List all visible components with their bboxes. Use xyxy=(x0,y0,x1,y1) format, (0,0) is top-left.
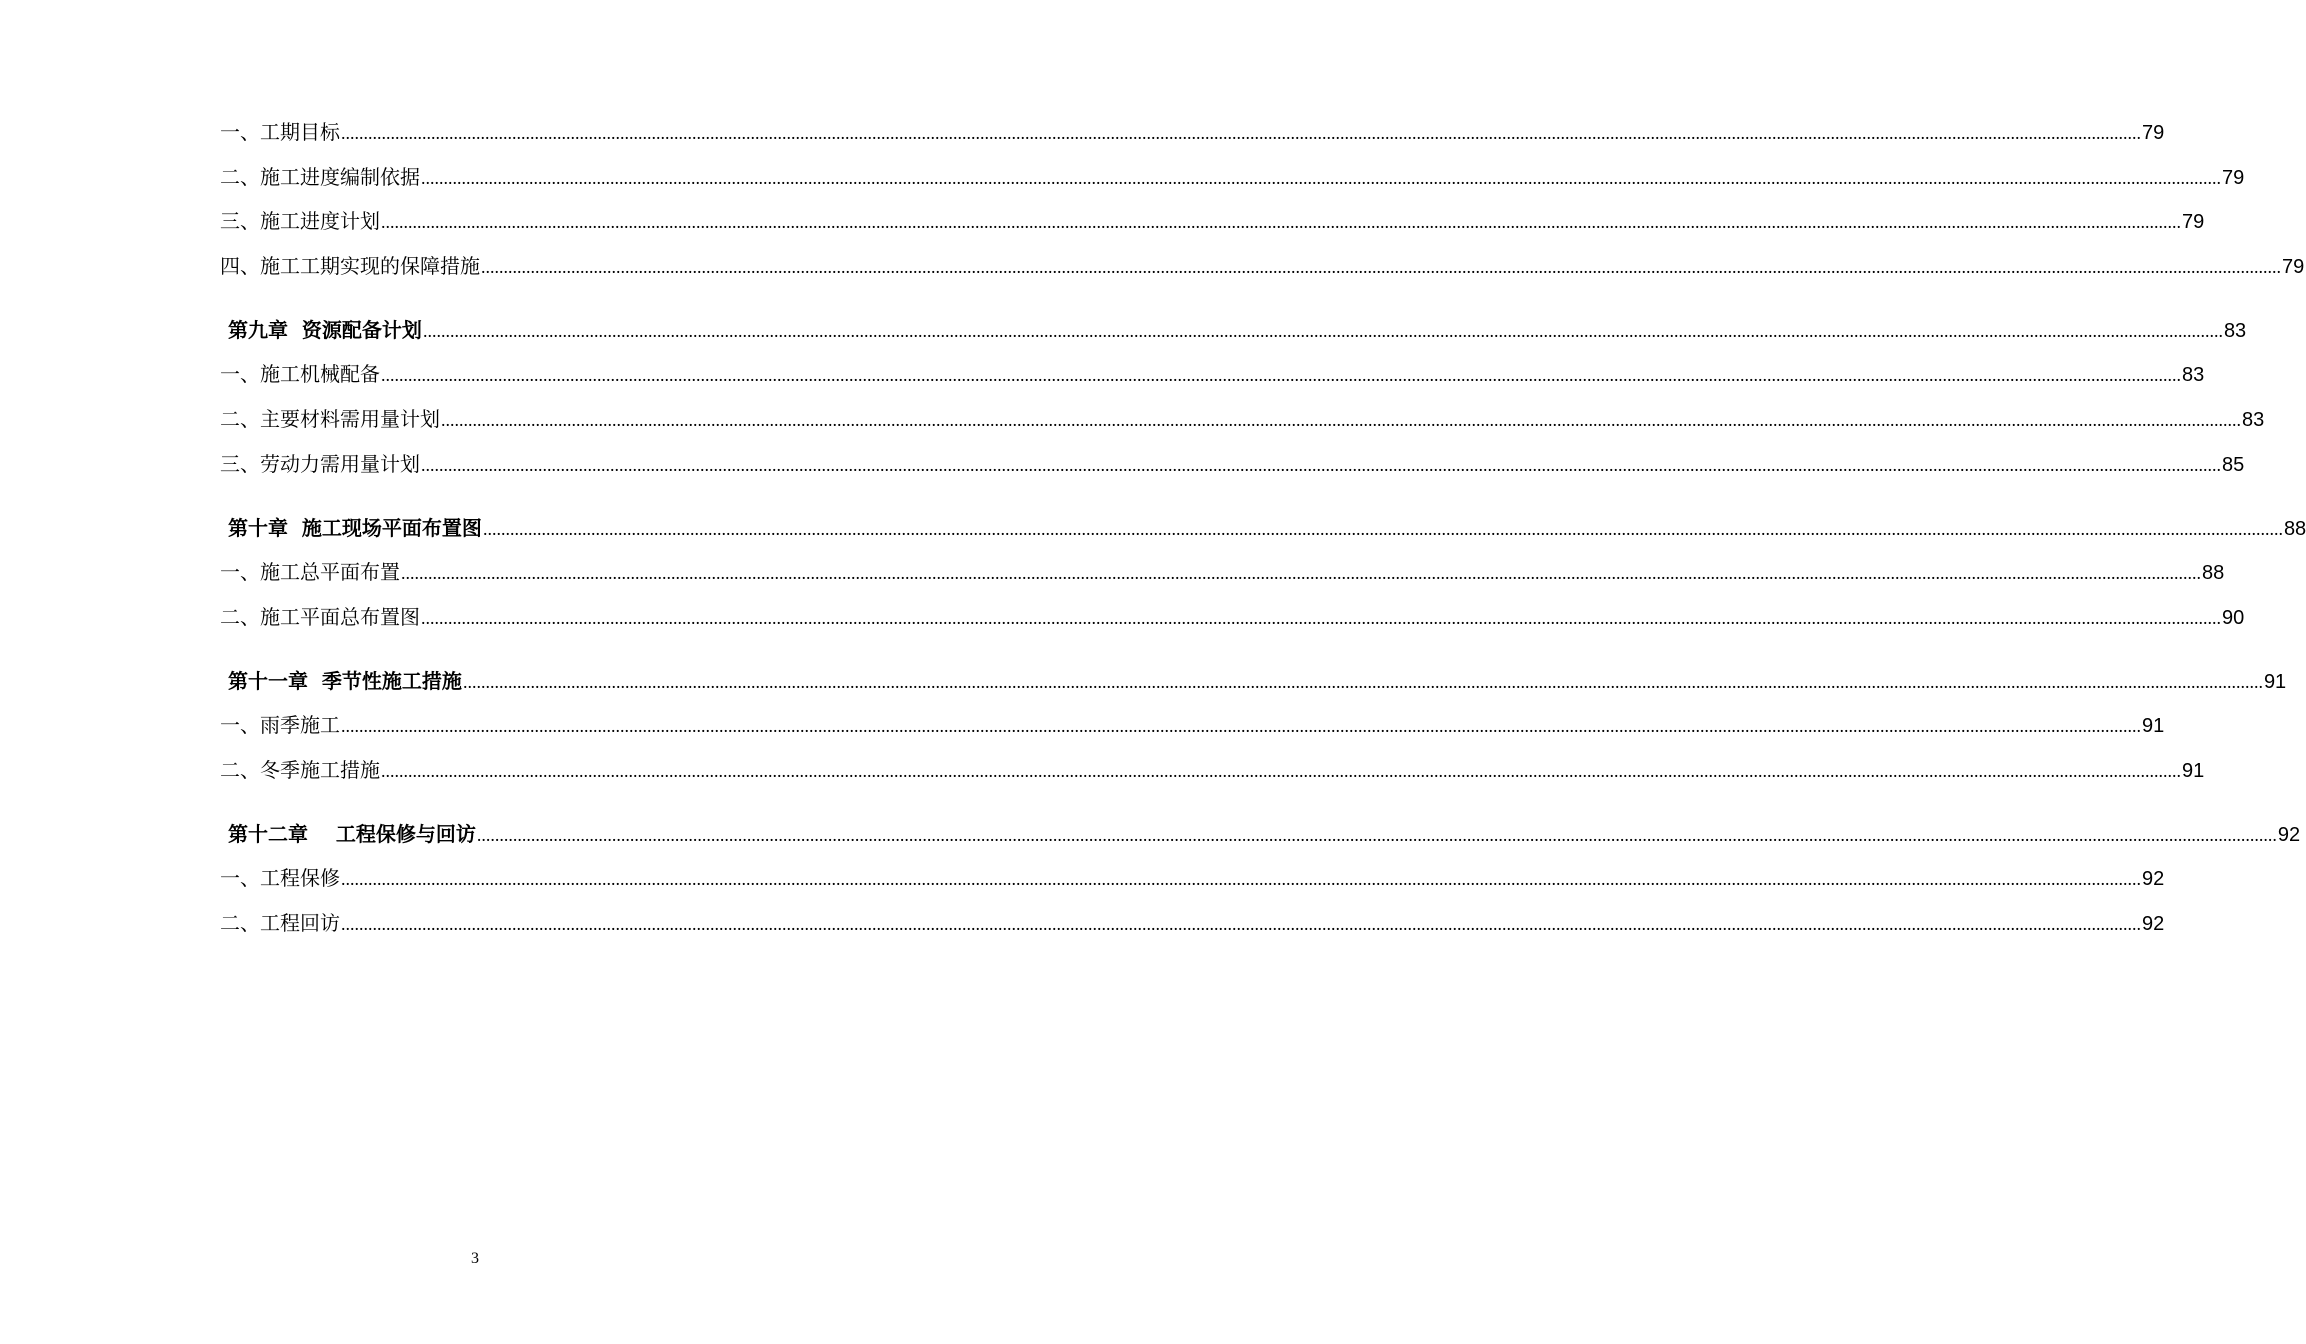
toc-dot-leader: ................................................................................................................................................................................................................................................................................................................................................................................................................ xyxy=(421,607,2221,628)
toc-dot-leader: ................................................................................................................................................................................................................................................................................................................................................................................................................ xyxy=(381,760,2181,781)
toc-entry-page: 83 xyxy=(2242,409,2265,432)
toc-dot-leader: ................................................................................................................................................................................................................................................................................................................................................................................................................ xyxy=(482,518,2283,539)
toc-entry-title: 第十一章 季节性施工措施 xyxy=(228,668,462,693)
toc-entry-page: 91 xyxy=(2182,759,2205,782)
toc-section-entry[interactable] xyxy=(220,703,2165,748)
toc-chapter-entry[interactable] xyxy=(220,659,2287,704)
toc-section-entry[interactable] xyxy=(220,110,2165,155)
toc-entry-page: 79 xyxy=(2222,166,2245,189)
toc-dot-leader: ................................................................................................................................................................................................................................................................................................................................................................................................................ xyxy=(341,716,2141,737)
toc-dot-leader: ................................................................................................................................................................................................................................................................................................................................................................................................................ xyxy=(422,320,2223,341)
toc-entry-page: 88 xyxy=(2202,562,2225,585)
toc-dot-leader: ................................................................................................................................................................................................................................................................................................................................................................................................................ xyxy=(341,123,2141,143)
toc-section-entry[interactable] xyxy=(220,901,2165,946)
toc-entry-page: 79 xyxy=(2282,256,2305,279)
toc-entry-title: 四、施工工期实现的保障措施 xyxy=(220,254,480,279)
toc-entry-title: 第十二章 工程保修与回访 xyxy=(228,821,476,846)
toc-entry-title: 二、冬季施工措施 xyxy=(220,757,380,782)
toc-entry-page: 91 xyxy=(2142,715,2165,738)
toc-dot-leader: ................................................................................................................................................................................................................................................................................................................................................................................................................ xyxy=(462,671,2263,692)
toc-entry-page: 92 xyxy=(2142,913,2165,935)
table-of-contents xyxy=(220,110,2306,946)
toc-entry-title: 一、工程保修 xyxy=(220,866,340,891)
toc-entry-page: 83 xyxy=(2223,319,2247,342)
toc-entry-page: 92 xyxy=(2142,868,2165,891)
toc-section-entry[interactable] xyxy=(220,199,2205,244)
toc-section-entry[interactable] xyxy=(220,856,2165,901)
toc-entry-page: 92 xyxy=(2277,823,2301,846)
toc-dot-leader: ................................................................................................................................................................................................................................................................................................................................................................................................................ xyxy=(441,410,2241,431)
toc-section-entry[interactable] xyxy=(220,748,2205,793)
toc-dot-leader: ................................................................................................................................................................................................................................................................................................................................................................................................................ xyxy=(341,869,2141,890)
toc-section-entry[interactable] xyxy=(220,397,2265,442)
toc-chapter-entry[interactable] xyxy=(220,812,2301,857)
toc-entry-title: 三、劳动力需用量计划 xyxy=(220,451,420,476)
toc-entry-title: 第九章 资源配备计划 xyxy=(228,317,422,342)
toc-dot-leader: ................................................................................................................................................................................................................................................................................................................................................................................................................ xyxy=(381,365,2181,386)
toc-entry-title: 二、施工进度编制依据 xyxy=(220,164,420,189)
toc-dot-leader: ................................................................................................................................................................................................................................................................................................................................................................................................................ xyxy=(421,167,2221,188)
toc-dot-leader: ................................................................................................................................................................................................................................................................................................................................................................................................................ xyxy=(481,257,2281,278)
toc-entry-page: 88 xyxy=(2283,517,2306,540)
toc-dot-leader: ................................................................................................................................................................................................................................................................................................................................................................................................................ xyxy=(476,824,2277,845)
toc-dot-leader: ................................................................................................................................................................................................................................................................................................................................................................................................................ xyxy=(401,563,2201,584)
page-number: 3 xyxy=(471,1250,479,1267)
toc-chapter-entry[interactable] xyxy=(220,506,2306,551)
toc-entry-title: 一、施工机械配备 xyxy=(220,362,380,387)
toc-section-entry[interactable] xyxy=(220,550,2225,595)
toc-chapter-entry[interactable] xyxy=(220,308,2247,353)
toc-entry-title: 三、施工进度计划 xyxy=(220,209,380,234)
toc-entry-page: 85 xyxy=(2222,453,2245,476)
toc-entry-title: 第十章 施工现场平面布置图 xyxy=(228,515,482,540)
toc-entry-title: 一、工期目标 xyxy=(220,120,340,144)
toc-entry-title: 一、施工总平面布置 xyxy=(220,560,400,585)
toc-dot-leader: ................................................................................................................................................................................................................................................................................................................................................................................................................ xyxy=(421,454,2221,475)
toc-entry-page: 83 xyxy=(2182,364,2205,387)
toc-section-entry[interactable] xyxy=(220,352,2205,397)
toc-entry-title: 一、雨季施工 xyxy=(220,713,340,738)
toc-section-entry[interactable] xyxy=(220,595,2245,640)
toc-section-entry[interactable] xyxy=(220,442,2245,487)
toc-dot-leader: ................................................................................................................................................................................................................................................................................................................................................................................................................ xyxy=(341,914,2141,934)
toc-section-entry[interactable] xyxy=(220,155,2245,200)
toc-section-entry[interactable] xyxy=(220,244,2305,289)
toc-dot-leader: ................................................................................................................................................................................................................................................................................................................................................................................................................ xyxy=(381,212,2181,233)
toc-entry-page: 90 xyxy=(2222,606,2245,629)
toc-entry-title: 二、主要材料需用量计划 xyxy=(220,407,440,432)
toc-entry-page: 79 xyxy=(2142,122,2165,144)
toc-entry-title: 二、施工平面总布置图 xyxy=(220,604,420,629)
toc-entry-title: 二、工程回访 xyxy=(220,911,340,935)
toc-entry-page: 79 xyxy=(2182,211,2205,234)
toc-entry-page: 91 xyxy=(2263,670,2287,693)
